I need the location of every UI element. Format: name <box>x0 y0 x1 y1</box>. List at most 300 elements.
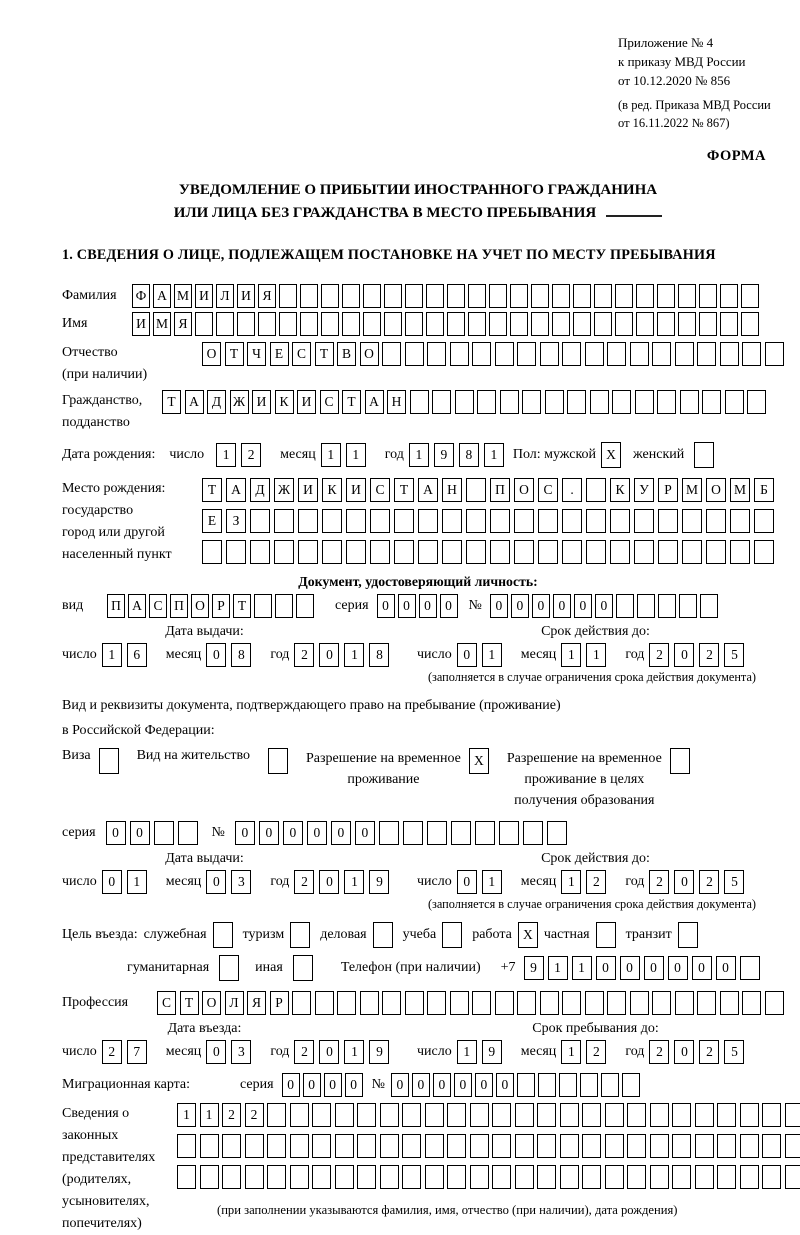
char-box[interactable]: 1 <box>344 1040 364 1064</box>
char-box[interactable] <box>275 594 293 618</box>
char-box[interactable]: О <box>202 991 221 1015</box>
char-box[interactable] <box>538 509 558 533</box>
char-box[interactable] <box>177 1165 196 1189</box>
char-box[interactable]: М <box>730 478 750 502</box>
char-box[interactable] <box>466 540 486 564</box>
char-box[interactable] <box>747 390 766 414</box>
char-box[interactable]: 0 <box>391 1073 409 1097</box>
char-box[interactable]: 9 <box>369 870 389 894</box>
char-box[interactable] <box>466 509 486 533</box>
char-box[interactable]: А <box>153 284 171 308</box>
char-box[interactable] <box>596 922 616 948</box>
char-box[interactable] <box>468 284 486 308</box>
char-box[interactable]: 1 <box>127 870 147 894</box>
char-box[interactable]: 1 <box>561 643 581 667</box>
char-box[interactable] <box>573 312 591 336</box>
char-box[interactable] <box>725 390 744 414</box>
char-box[interactable]: М <box>682 478 702 502</box>
char-box[interactable] <box>489 312 507 336</box>
char-box[interactable] <box>582 1103 601 1127</box>
char-box[interactable] <box>742 342 761 366</box>
char-box[interactable]: О <box>202 342 221 366</box>
char-box[interactable] <box>475 821 495 845</box>
char-box[interactable]: Д <box>250 478 270 502</box>
char-box[interactable] <box>785 1165 800 1189</box>
char-box[interactable] <box>293 955 313 981</box>
char-box[interactable] <box>500 390 519 414</box>
char-box[interactable] <box>559 1073 577 1097</box>
char-box[interactable] <box>538 1073 556 1097</box>
char-box[interactable]: Д <box>207 390 226 414</box>
char-box[interactable] <box>405 991 424 1015</box>
char-box[interactable] <box>312 1103 331 1127</box>
char-box[interactable] <box>740 1103 759 1127</box>
char-box[interactable]: 0 <box>282 1073 300 1097</box>
char-box[interactable] <box>615 284 633 308</box>
char-box[interactable] <box>200 1165 219 1189</box>
char-box[interactable] <box>537 1165 556 1189</box>
char-box[interactable] <box>637 594 655 618</box>
char-box[interactable]: 9 <box>434 443 454 467</box>
char-box[interactable] <box>585 991 604 1015</box>
char-box[interactable] <box>447 284 465 308</box>
char-box[interactable] <box>754 509 774 533</box>
char-box[interactable] <box>672 1134 691 1158</box>
char-box[interactable] <box>489 284 507 308</box>
char-box[interactable] <box>562 509 582 533</box>
char-box[interactable]: 1 <box>102 643 122 667</box>
char-box[interactable]: М <box>174 284 192 308</box>
char-box[interactable] <box>274 540 294 564</box>
char-box[interactable]: 1 <box>457 1040 477 1064</box>
char-box[interactable] <box>562 342 581 366</box>
char-box[interactable]: К <box>275 390 294 414</box>
char-box[interactable] <box>296 594 314 618</box>
char-box[interactable] <box>298 509 318 533</box>
char-box[interactable]: 0 <box>303 1073 321 1097</box>
char-box[interactable]: Е <box>270 342 289 366</box>
char-box[interactable] <box>740 1165 759 1189</box>
char-box[interactable]: 7 <box>127 1040 147 1064</box>
char-box[interactable]: 2 <box>586 870 606 894</box>
char-box[interactable]: 5 <box>724 643 744 667</box>
char-box[interactable]: А <box>185 390 204 414</box>
char-box[interactable] <box>652 342 671 366</box>
char-box[interactable] <box>522 390 541 414</box>
char-box[interactable] <box>567 390 586 414</box>
char-box[interactable]: С <box>320 390 339 414</box>
char-box[interactable] <box>697 342 716 366</box>
char-box[interactable] <box>605 1165 624 1189</box>
char-box[interactable] <box>720 342 739 366</box>
char-box[interactable] <box>290 1134 309 1158</box>
char-box[interactable] <box>477 390 496 414</box>
char-box[interactable] <box>154 821 174 845</box>
char-box[interactable]: Т <box>180 991 199 1015</box>
char-box[interactable] <box>586 478 606 502</box>
char-box[interactable] <box>226 540 246 564</box>
char-box[interactable]: 2 <box>294 1040 314 1064</box>
char-box[interactable] <box>605 1103 624 1127</box>
char-box[interactable] <box>245 1134 264 1158</box>
char-box[interactable] <box>630 991 649 1015</box>
char-box[interactable] <box>346 509 366 533</box>
char-box[interactable] <box>394 540 414 564</box>
char-box[interactable] <box>586 540 606 564</box>
char-box[interactable] <box>357 1134 376 1158</box>
char-box[interactable]: 0 <box>206 643 226 667</box>
char-box[interactable] <box>630 342 649 366</box>
char-box[interactable] <box>679 594 697 618</box>
char-box[interactable]: 2 <box>241 443 261 467</box>
char-box[interactable] <box>290 1103 309 1127</box>
char-box[interactable]: 2 <box>649 870 669 894</box>
char-box[interactable]: 0 <box>398 594 416 618</box>
char-box[interactable] <box>742 991 761 1015</box>
char-box[interactable] <box>402 1134 421 1158</box>
char-box[interactable] <box>740 1134 759 1158</box>
char-box[interactable] <box>523 821 543 845</box>
char-box[interactable] <box>585 342 604 366</box>
char-box[interactable]: 2 <box>294 870 314 894</box>
char-box[interactable]: 0 <box>130 821 150 845</box>
char-box[interactable]: 0 <box>331 821 351 845</box>
char-box[interactable]: 2 <box>699 1040 719 1064</box>
char-box[interactable] <box>312 1134 331 1158</box>
char-box[interactable] <box>380 1103 399 1127</box>
char-box[interactable]: 0 <box>668 956 688 980</box>
char-box[interactable]: 2 <box>699 870 719 894</box>
char-box[interactable] <box>762 1165 781 1189</box>
char-box[interactable]: И <box>195 284 213 308</box>
char-box[interactable]: 0 <box>644 956 664 980</box>
char-box[interactable]: 1 <box>216 443 236 467</box>
char-box[interactable] <box>335 1165 354 1189</box>
char-box[interactable]: С <box>370 478 390 502</box>
char-box[interactable] <box>426 284 444 308</box>
char-box[interactable]: А <box>365 390 384 414</box>
char-box[interactable]: У <box>634 478 654 502</box>
char-box[interactable]: 0 <box>345 1073 363 1097</box>
char-box[interactable] <box>425 1103 444 1127</box>
char-box[interactable] <box>560 1103 579 1127</box>
char-box[interactable] <box>580 1073 598 1097</box>
char-box[interactable] <box>370 540 390 564</box>
char-box[interactable]: П <box>107 594 125 618</box>
char-box[interactable] <box>706 540 726 564</box>
char-box[interactable] <box>610 540 630 564</box>
char-box[interactable] <box>720 284 738 308</box>
char-box[interactable] <box>490 509 510 533</box>
char-box[interactable] <box>267 1103 286 1127</box>
char-box[interactable]: X <box>469 748 489 774</box>
char-box[interactable] <box>219 955 239 981</box>
char-box[interactable] <box>290 1165 309 1189</box>
char-box[interactable]: Ж <box>274 478 294 502</box>
char-box[interactable]: 5 <box>724 870 744 894</box>
char-box[interactable] <box>267 1134 286 1158</box>
char-box[interactable] <box>322 540 342 564</box>
char-box[interactable]: П <box>170 594 188 618</box>
char-box[interactable]: Л <box>225 991 244 1015</box>
char-box[interactable] <box>495 342 514 366</box>
char-box[interactable]: М <box>153 312 171 336</box>
char-box[interactable]: 0 <box>674 870 694 894</box>
char-box[interactable] <box>515 1103 534 1127</box>
char-box[interactable] <box>200 1134 219 1158</box>
char-box[interactable] <box>616 594 634 618</box>
char-box[interactable] <box>586 509 606 533</box>
char-box[interactable] <box>342 284 360 308</box>
char-box[interactable]: 0 <box>620 956 640 980</box>
char-box[interactable]: 0 <box>454 1073 472 1097</box>
char-box[interactable] <box>499 821 519 845</box>
char-box[interactable] <box>517 991 536 1015</box>
char-box[interactable]: 8 <box>231 643 251 667</box>
char-box[interactable] <box>300 312 318 336</box>
char-box[interactable]: О <box>360 342 379 366</box>
char-box[interactable]: Б <box>754 478 774 502</box>
char-box[interactable]: Л <box>216 284 234 308</box>
char-box[interactable]: 0 <box>235 821 255 845</box>
char-box[interactable]: А <box>418 478 438 502</box>
char-box[interactable] <box>342 312 360 336</box>
char-box[interactable] <box>627 1134 646 1158</box>
char-box[interactable] <box>695 1165 714 1189</box>
char-box[interactable] <box>250 509 270 533</box>
char-box[interactable]: 1 <box>200 1103 219 1127</box>
char-box[interactable] <box>699 312 717 336</box>
char-box[interactable]: 2 <box>294 643 314 667</box>
char-box[interactable]: 1 <box>409 443 429 467</box>
char-box[interactable]: 0 <box>596 956 616 980</box>
char-box[interactable]: Н <box>442 478 462 502</box>
char-box[interactable]: 1 <box>344 643 364 667</box>
char-box[interactable]: 2 <box>699 643 719 667</box>
char-box[interactable]: 2 <box>586 1040 606 1064</box>
char-box[interactable]: И <box>297 390 316 414</box>
char-box[interactable] <box>267 1165 286 1189</box>
char-box[interactable] <box>510 312 528 336</box>
char-box[interactable] <box>634 540 654 564</box>
char-box[interactable] <box>700 594 718 618</box>
char-box[interactable] <box>531 284 549 308</box>
char-box[interactable] <box>594 312 612 336</box>
char-box[interactable] <box>447 1134 466 1158</box>
char-box[interactable] <box>594 284 612 308</box>
char-box[interactable] <box>699 284 717 308</box>
char-box[interactable]: О <box>191 594 209 618</box>
char-box[interactable] <box>670 748 690 774</box>
char-box[interactable]: 1 <box>346 443 366 467</box>
char-box[interactable]: 0 <box>307 821 327 845</box>
char-box[interactable] <box>627 1103 646 1127</box>
char-box[interactable] <box>384 312 402 336</box>
char-box[interactable]: 1 <box>572 956 592 980</box>
char-box[interactable] <box>607 991 626 1015</box>
char-box[interactable] <box>547 821 567 845</box>
char-box[interactable]: 6 <box>127 643 147 667</box>
char-box[interactable]: К <box>610 478 630 502</box>
char-box[interactable] <box>321 312 339 336</box>
char-box[interactable] <box>652 991 671 1015</box>
char-box[interactable]: А <box>226 478 246 502</box>
char-box[interactable] <box>177 1134 196 1158</box>
char-box[interactable] <box>695 1103 714 1127</box>
char-box[interactable] <box>537 1134 556 1158</box>
char-box[interactable] <box>694 442 714 468</box>
char-box[interactable]: Я <box>247 991 266 1015</box>
char-box[interactable]: О <box>706 478 726 502</box>
char-box[interactable] <box>202 540 222 564</box>
char-box[interactable] <box>335 1134 354 1158</box>
char-box[interactable] <box>442 922 462 948</box>
char-box[interactable]: . <box>562 478 582 502</box>
char-box[interactable] <box>573 284 591 308</box>
char-box[interactable] <box>363 312 381 336</box>
char-box[interactable] <box>675 342 694 366</box>
char-box[interactable] <box>678 284 696 308</box>
char-box[interactable] <box>427 991 446 1015</box>
char-box[interactable]: 0 <box>457 870 477 894</box>
char-box[interactable]: С <box>149 594 167 618</box>
char-box[interactable] <box>279 284 297 308</box>
char-box[interactable]: 2 <box>102 1040 122 1064</box>
char-box[interactable]: 2 <box>222 1103 241 1127</box>
char-box[interactable] <box>216 312 234 336</box>
char-box[interactable] <box>675 991 694 1015</box>
char-box[interactable] <box>720 991 739 1015</box>
char-box[interactable]: 0 <box>259 821 279 845</box>
char-box[interactable] <box>537 1103 556 1127</box>
char-box[interactable]: 1 <box>177 1103 196 1127</box>
char-box[interactable]: 8 <box>369 643 389 667</box>
char-box[interactable]: 1 <box>561 870 581 894</box>
char-box[interactable] <box>560 1134 579 1158</box>
char-box[interactable] <box>695 1134 714 1158</box>
char-box[interactable] <box>427 821 447 845</box>
char-box[interactable] <box>337 991 356 1015</box>
char-box[interactable] <box>382 342 401 366</box>
char-box[interactable] <box>274 509 294 533</box>
char-box[interactable] <box>418 540 438 564</box>
char-box[interactable] <box>360 991 379 1015</box>
char-box[interactable]: 5 <box>724 1040 744 1064</box>
char-box[interactable] <box>279 312 297 336</box>
char-box[interactable]: 1 <box>548 956 568 980</box>
char-box[interactable] <box>290 922 310 948</box>
char-box[interactable] <box>492 1103 511 1127</box>
char-box[interactable] <box>403 821 423 845</box>
char-box[interactable] <box>658 594 676 618</box>
char-box[interactable] <box>258 312 276 336</box>
char-box[interactable] <box>432 390 451 414</box>
char-box[interactable] <box>213 922 233 948</box>
char-box[interactable]: 0 <box>324 1073 342 1097</box>
char-box[interactable] <box>312 1165 331 1189</box>
char-box[interactable] <box>540 991 559 1015</box>
char-box[interactable]: И <box>298 478 318 502</box>
char-box[interactable] <box>605 1134 624 1158</box>
char-box[interactable] <box>300 284 318 308</box>
char-box[interactable] <box>682 540 702 564</box>
char-box[interactable] <box>552 312 570 336</box>
char-box[interactable] <box>402 1165 421 1189</box>
char-box[interactable]: 1 <box>561 1040 581 1064</box>
char-box[interactable]: 0 <box>595 594 613 618</box>
char-box[interactable] <box>495 991 514 1015</box>
char-box[interactable]: Т <box>394 478 414 502</box>
char-box[interactable]: 2 <box>649 1040 669 1064</box>
char-box[interactable]: 0 <box>319 643 339 667</box>
char-box[interactable] <box>785 1134 800 1158</box>
char-box[interactable]: 1 <box>482 870 502 894</box>
char-box[interactable]: 0 <box>475 1073 493 1097</box>
char-box[interactable] <box>447 1103 466 1127</box>
char-box[interactable] <box>425 1165 444 1189</box>
char-box[interactable] <box>195 312 213 336</box>
char-box[interactable]: 0 <box>283 821 303 845</box>
char-box[interactable] <box>450 991 469 1015</box>
char-box[interactable]: Т <box>315 342 334 366</box>
char-box[interactable] <box>99 748 119 774</box>
char-box[interactable] <box>582 1134 601 1158</box>
char-box[interactable] <box>470 1165 489 1189</box>
char-box[interactable]: 0 <box>574 594 592 618</box>
char-box[interactable]: 0 <box>206 1040 226 1064</box>
char-box[interactable]: 0 <box>433 1073 451 1097</box>
char-box[interactable] <box>380 1165 399 1189</box>
char-box[interactable] <box>627 1165 646 1189</box>
char-box[interactable] <box>615 312 633 336</box>
char-box[interactable] <box>754 540 774 564</box>
char-box[interactable]: 0 <box>355 821 375 845</box>
char-box[interactable]: 1 <box>586 643 606 667</box>
char-box[interactable] <box>470 1134 489 1158</box>
char-box[interactable]: Т <box>233 594 251 618</box>
char-box[interactable] <box>552 284 570 308</box>
char-box[interactable] <box>697 991 716 1015</box>
char-box[interactable] <box>672 1165 691 1189</box>
char-box[interactable]: 9 <box>524 956 544 980</box>
char-box[interactable]: 0 <box>412 1073 430 1097</box>
char-box[interactable]: X <box>601 442 621 468</box>
char-box[interactable] <box>254 594 272 618</box>
char-box[interactable] <box>657 390 676 414</box>
char-box[interactable]: Ч <box>247 342 266 366</box>
char-box[interactable] <box>394 509 414 533</box>
char-box[interactable] <box>455 390 474 414</box>
char-box[interactable]: 3 <box>231 870 251 894</box>
char-box[interactable]: Е <box>202 509 222 533</box>
char-box[interactable]: 0 <box>377 594 395 618</box>
char-box[interactable] <box>636 312 654 336</box>
char-box[interactable]: И <box>132 312 150 336</box>
char-box[interactable]: 1 <box>344 870 364 894</box>
char-box[interactable] <box>268 748 288 774</box>
char-box[interactable]: X <box>518 922 538 948</box>
char-box[interactable]: Ж <box>230 390 249 414</box>
char-box[interactable]: Ф <box>132 284 150 308</box>
char-box[interactable] <box>517 1073 535 1097</box>
char-box[interactable] <box>538 540 558 564</box>
char-box[interactable] <box>540 342 559 366</box>
char-box[interactable] <box>382 991 401 1015</box>
char-box[interactable]: 0 <box>419 594 437 618</box>
char-box[interactable] <box>425 1134 444 1158</box>
char-box[interactable] <box>379 821 399 845</box>
char-box[interactable] <box>380 1134 399 1158</box>
